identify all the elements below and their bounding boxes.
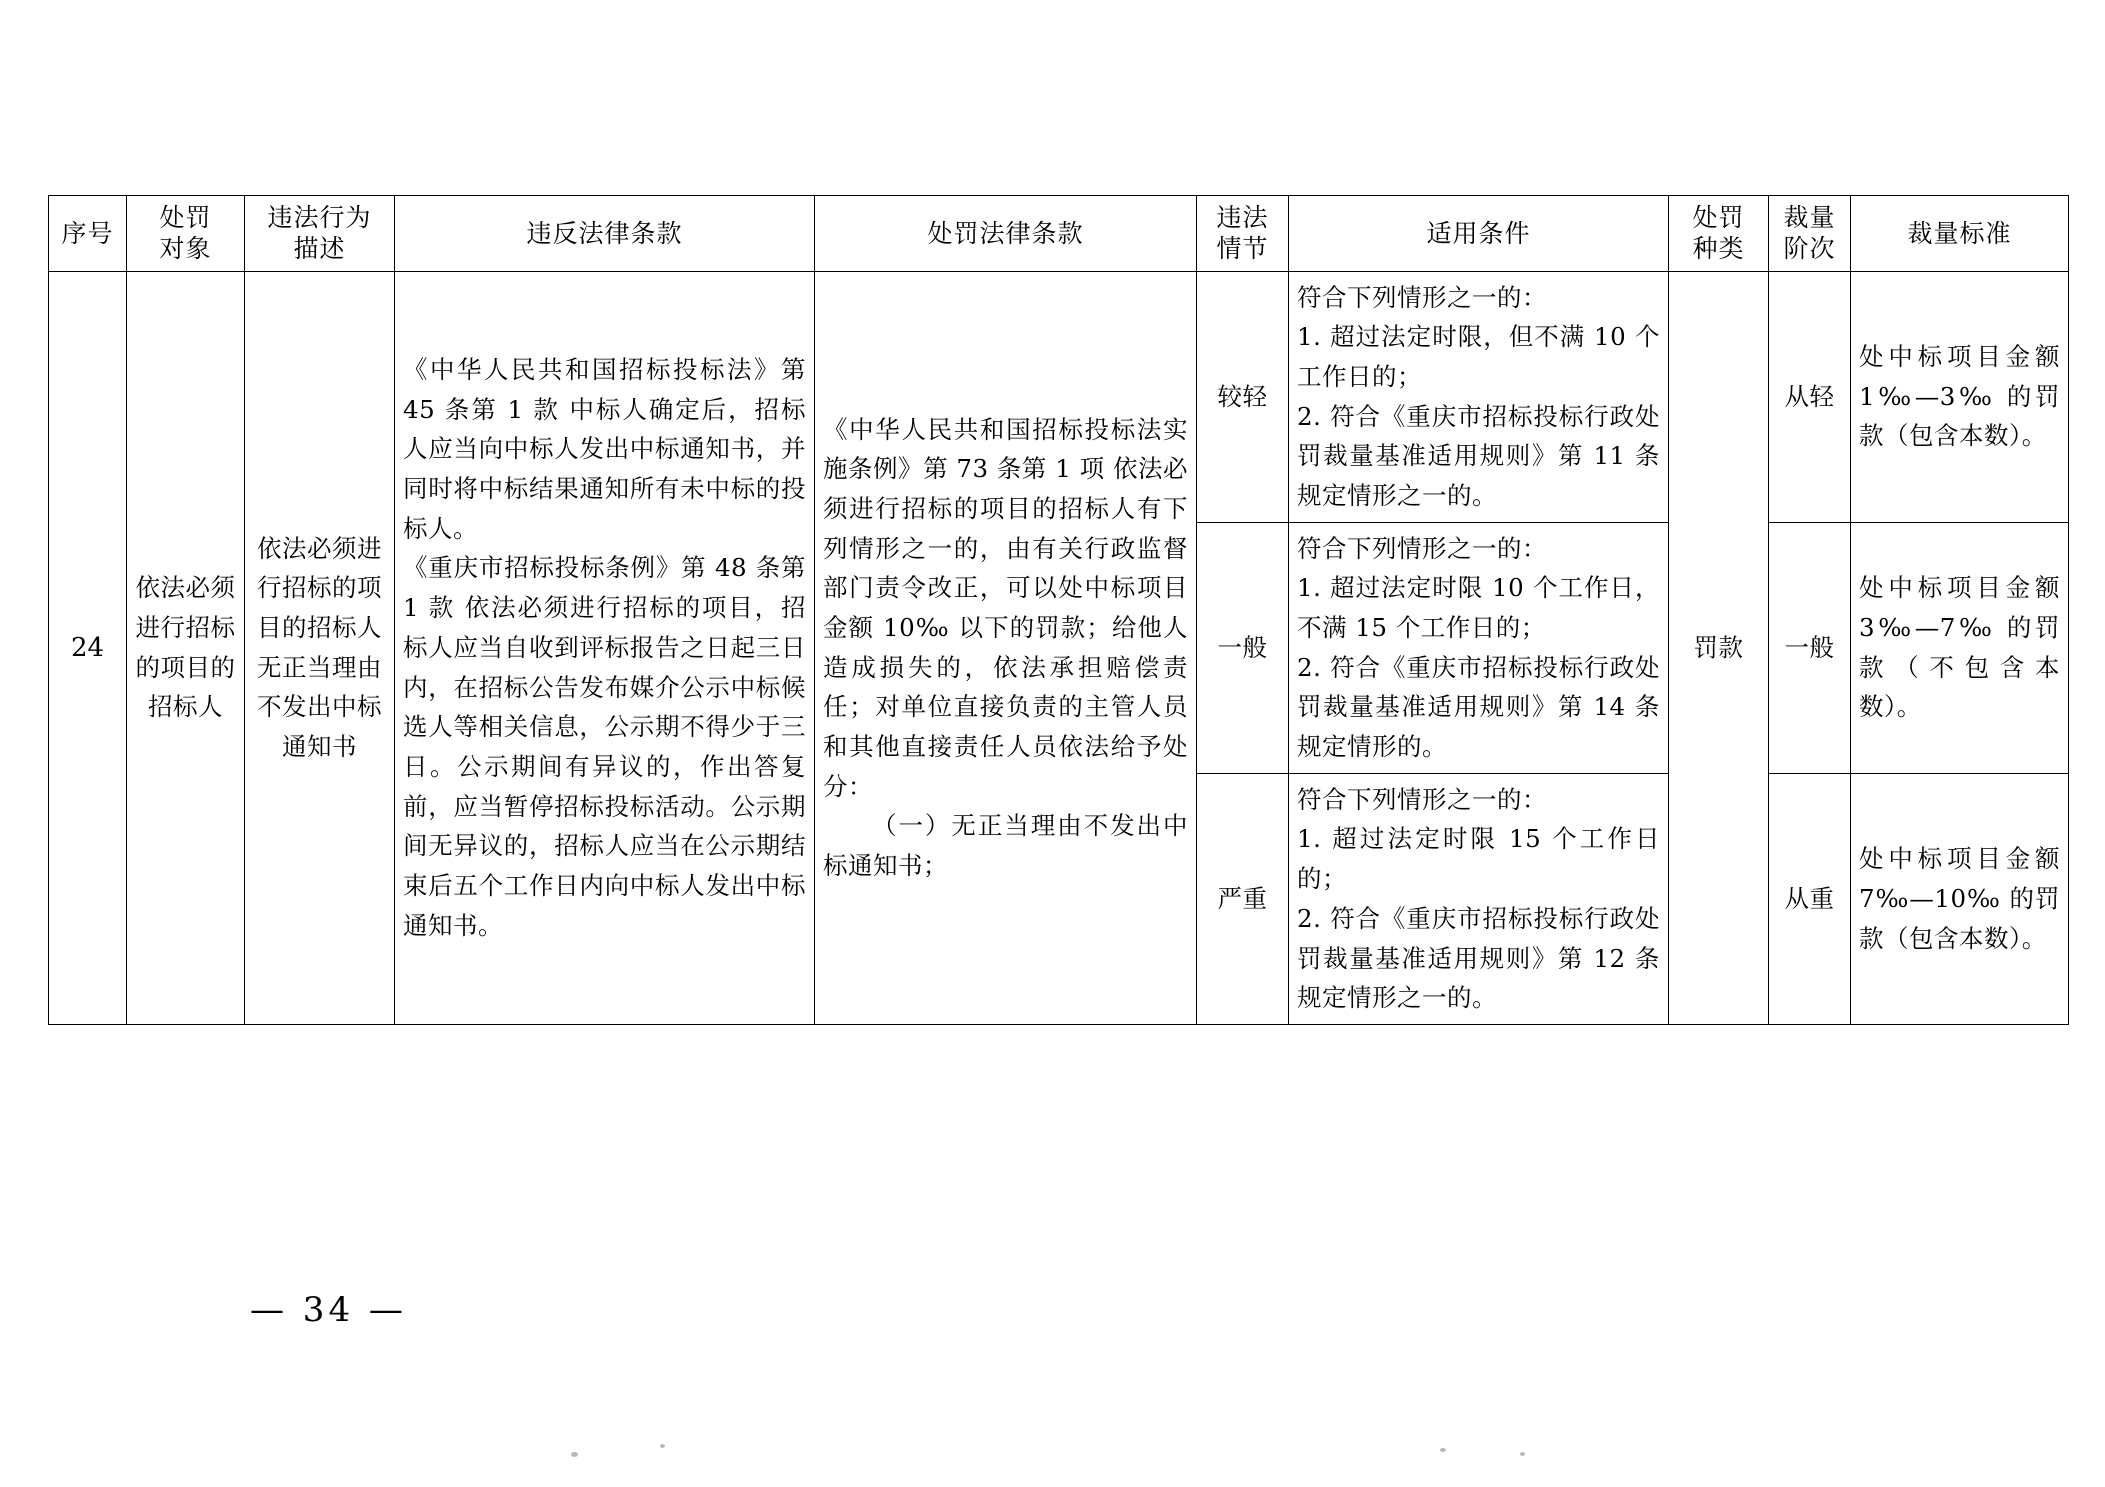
cell-level-2: 一般 xyxy=(1769,522,1851,773)
cell-severity-1: 较轻 xyxy=(1197,271,1289,522)
condition-line: 2. 符合《重庆市招标投标行政处罚裁量基准适用规则》第 12 条规定情形之一的。 xyxy=(1297,903,1660,1013)
header-punish-type-line2: 种类 xyxy=(1692,234,1745,264)
header-description xyxy=(245,196,395,272)
cell-violated-law xyxy=(395,271,815,1024)
header-object-line1: 处罚 xyxy=(159,203,212,232)
discretion-standard-table xyxy=(48,195,2069,1025)
header-punish-type-line1: 处罚 xyxy=(1692,203,1745,232)
header-punish-law xyxy=(815,196,1197,272)
page-number: — 34 — xyxy=(250,1290,407,1330)
header-punish-law-label: 处罚法律条款 xyxy=(927,218,1084,248)
header-object xyxy=(127,196,245,272)
cell-standard-3: 处中标项目金额 7‰—10‰ 的罚款（包含本数）。 xyxy=(1851,773,2069,1024)
cell-seq: 24 xyxy=(49,271,127,1024)
cell-conditions-3 xyxy=(1289,773,1669,1024)
scan-speck xyxy=(660,1444,665,1448)
header-object-line2: 对象 xyxy=(159,234,212,264)
header-level-line1: 裁量 xyxy=(1783,203,1836,232)
header-description-line1: 违法行为 xyxy=(267,203,372,232)
condition-line: 1. 超过法定时限 10 个工作日，不满 15 个工作日的； xyxy=(1297,573,1660,642)
condition-line: 2. 符合《重庆市招标投标行政处罚裁量基准适用规则》第 14 条规定情形的。 xyxy=(1297,652,1660,762)
cell-level-3: 从重 xyxy=(1769,773,1851,1024)
header-seq-label: 序号 xyxy=(61,218,114,248)
cell-punish-type: 罚款 xyxy=(1669,271,1769,1024)
header-violated-law xyxy=(395,196,815,272)
scan-speck xyxy=(571,1452,578,1457)
scan-speck xyxy=(1520,1452,1525,1456)
punish-law-paragraph-2: （一）无正当理由不发出中标通知书； xyxy=(823,811,1188,881)
cell-conditions-2 xyxy=(1289,522,1669,773)
header-standard-label: 裁量标准 xyxy=(1907,218,2012,248)
cell-standard-2: 处中标项目金额 3‰—7‰ 的罚款（不包含本数）。 xyxy=(1851,522,2069,773)
header-severity xyxy=(1197,196,1289,272)
cell-standard-1: 处中标项目金额 1‰—3‰ 的罚款（包含本数）。 xyxy=(1851,271,2069,522)
cell-object: 依法必须进行招标的项目的招标人 xyxy=(127,271,245,1024)
header-standard xyxy=(1851,196,2069,272)
table-row xyxy=(49,271,2069,522)
header-level xyxy=(1769,196,1851,272)
condition-line: 符合下列情形之一的： xyxy=(1297,282,1547,312)
cell-description: 依法必须进行招标的项目的招标人无正当理由不发出中标通知书 xyxy=(245,271,395,1024)
violated-law-paragraph-1: 《中华人民共和国招标投标法》第 45 条第 1 款 中标人确定后，招标人应当向中标人发出中标通知书，并同时将中标结果通知所有未中标的投标人。 xyxy=(403,355,806,543)
cell-punish-law xyxy=(815,271,1197,1024)
condition-line: 2. 符合《重庆市招标投标行政处罚裁量基准适用规则》第 11 条规定情形之一的。 xyxy=(1297,401,1660,510)
condition-line: 1. 超过法定时限，但不满 10 个工作日的； xyxy=(1297,322,1660,391)
cell-severity-2: 一般 xyxy=(1197,522,1289,773)
header-severity-line1: 违法 xyxy=(1216,203,1269,232)
cell-severity-3: 严重 xyxy=(1197,773,1289,1024)
header-level-line2: 阶次 xyxy=(1783,234,1836,264)
header-violated-law-label: 违反法律条款 xyxy=(526,218,683,248)
condition-line: 符合下列情形之一的： xyxy=(1297,533,1547,563)
condition-line: 1. 超过法定时限 15 个工作日的； xyxy=(1297,824,1660,894)
violated-law-paragraph-2: 《重庆市招标投标条例》第 48 条第 1 款 依法必须进行招标的项目，招标人应当自收到评标报告之日起三日内，在招标公告发布媒介公示中标候选人等相关信息，公示期不得少于三日。公示期间有异议的，作出答复前，应当暂停招标投标活动。公示期间无异议的，招标人应当在公示期结束后五个工作日内向中标人发出中标通知书。 xyxy=(403,553,806,940)
cell-level-1: 从轻 xyxy=(1769,271,1851,522)
cell-conditions-1 xyxy=(1289,271,1669,522)
header-conditions xyxy=(1289,196,1669,272)
header-conditions-label: 适用条件 xyxy=(1426,218,1531,248)
condition-line: 符合下列情形之一的： xyxy=(1297,784,1547,814)
header-seq xyxy=(49,196,127,272)
header-description-line2: 描述 xyxy=(293,234,346,264)
table-header-row xyxy=(49,196,2069,272)
header-severity-line2: 情节 xyxy=(1216,234,1269,264)
header-punish-type xyxy=(1669,196,1769,272)
punish-law-paragraph-1: 《中华人民共和国招标投标法实施条例》第 73 条第 1 项 依法必须进行招标的项目的招标人有下列情形之一的，由有关行政监督部门责令改正，可以处中标项目金额 10‰ 以下的罚款；给他人造成损失的，依法承担赔偿责任；对单位直接负责的主管人员和其他直接责任人员依法给予处分： xyxy=(823,414,1188,801)
scan-speck xyxy=(1440,1448,1446,1452)
